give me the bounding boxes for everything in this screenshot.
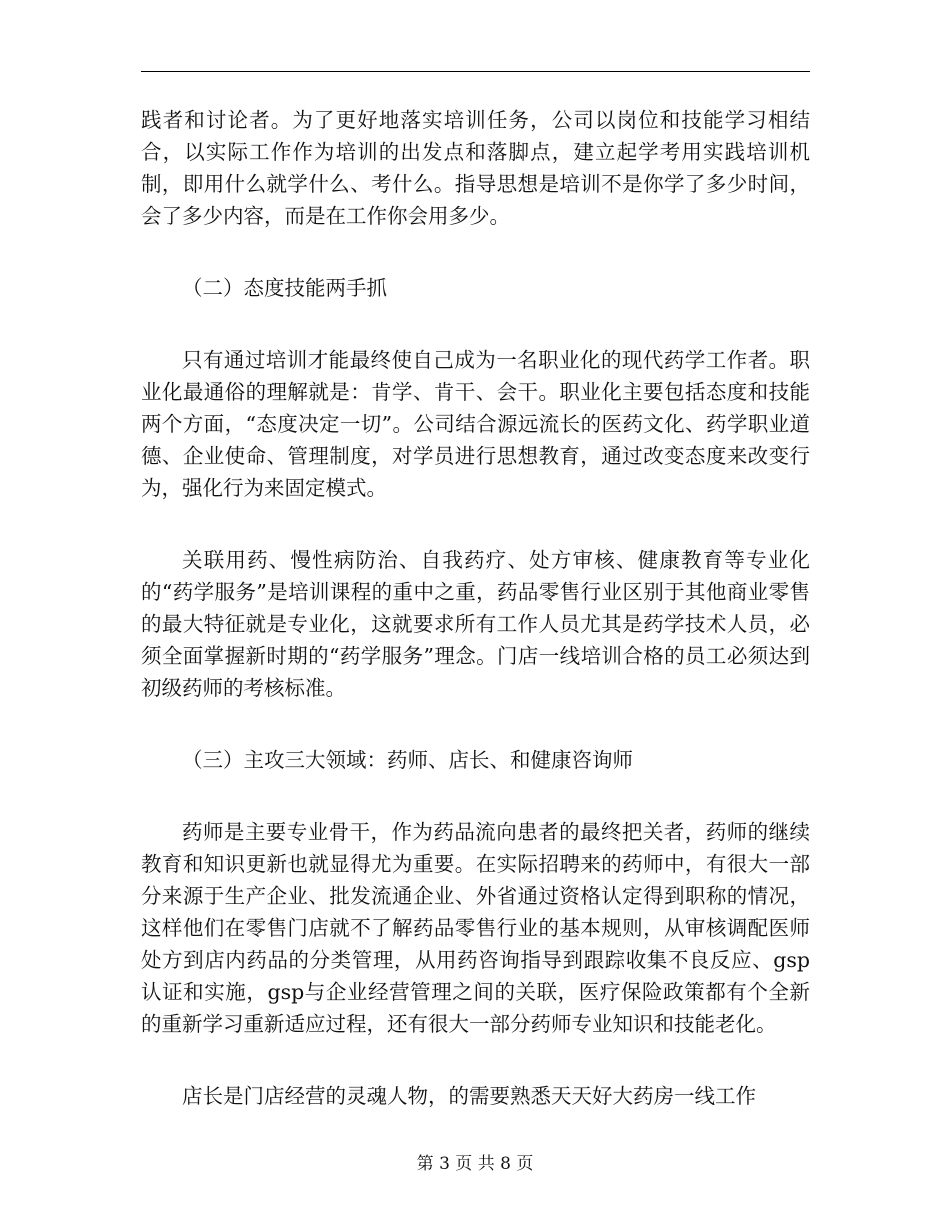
- paragraph-gap: [141, 1040, 810, 1080]
- section-heading-three-areas: （三）主攻三大领域：药师、店长、和健康咨询师: [182, 748, 633, 772]
- paragraph-gap: [141, 776, 810, 816]
- paragraph-gap: [141, 504, 810, 544]
- paragraph-pharmacy-service: 关联用药、慢性病防治、自我药疗、处方审核、健康教育等专业化的“药学服务”是培训课程的重中之重，药品零售行业区别于其他商业零售的最大特征就是专业化，这就要求所有工作人员尤其是药学技术人员，必须全面掌握新时期的“药学服务”理念。门店一线培训合格的员工必须达到初级药师的考核标准。: [141, 548, 810, 700]
- page-footer: [0, 1152, 950, 1176]
- document-body: [141, 104, 810, 1112]
- paragraph-store-manager: 店长是门店经营的灵魂人物，的需要熟悉天天好大药房一线工作: [182, 1084, 756, 1108]
- paragraph-gap: [141, 232, 810, 272]
- section-heading-attitude-skills: （二）态度技能两手抓: [182, 276, 387, 300]
- header-rule: [141, 71, 810, 72]
- page-number-label: 第 3 页 共 8 页: [416, 1154, 534, 1174]
- paragraph-professionalization: 只有通过培训才能最终使自己成为一名职业化的现代药学工作者。职业化最通俗的理解就是：肯学、肯干、会干。职业化主要包括态度和技能两个方面，“态度决定一切”。公司结合源远流长的医药文化、药学职业道德、企业使命、管理制度，对学员进行思想教育，通过改变态度来改变行为，强化行为来固定模式。: [141, 348, 810, 500]
- paragraph-pharmacists: 药师是主要专业骨干，作为药品流向患者的最终把关者，药师的继续教育和知识更新也就显得尤为重要。在实际招聘来的药师中，有很大一部分来源于生产企业、批发流通企业、外省通过资格认定得到职称的情况，这样他们在零售门店就不了解药品零售行业的基本规则，从审核调配医师处方到店内药品的分类管理，从用药咨询指导到跟踪收集不良反应、gsp认证和实施，gsp与企业经营管理之间的关联，医疗保险政策都有个全新的重新学习重新适应过程，还有很大一部分药师专业知识和技能老化。: [141, 820, 810, 1036]
- paragraph-continued: 践者和讨论者。为了更好地落实培训任务，公司以岗位和技能学习相结合，以实际工作作为培训的出发点和落脚点，建立起学考用实践培训机制，即用什么就学什么、考什么。指导思想是培训不是你学了多少时间，会了多少内容，而是在工作你会用多少。: [141, 108, 810, 228]
- paragraph-gap: [141, 304, 810, 344]
- paragraph-gap: [141, 704, 810, 744]
